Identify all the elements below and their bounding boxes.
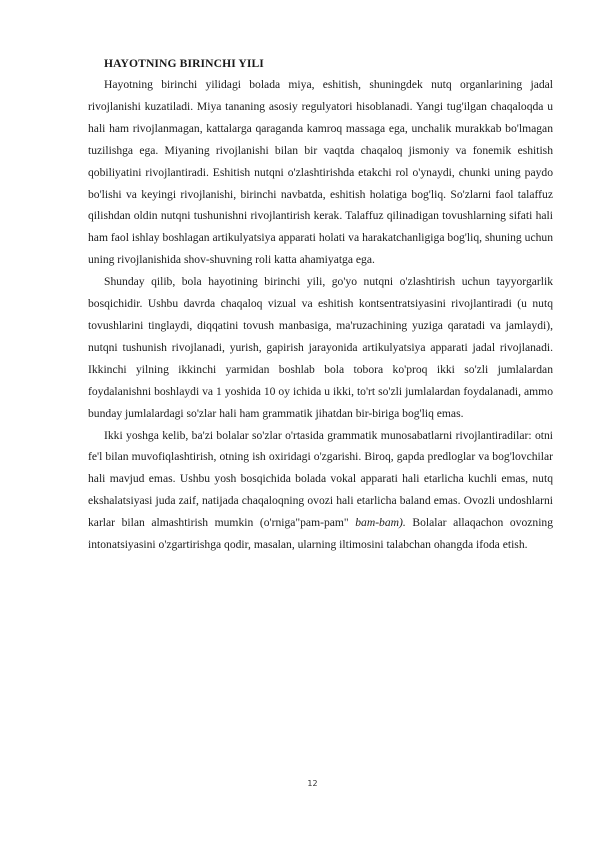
paragraph-3-italic: bam-bam). bbox=[355, 516, 406, 530]
paragraph-3 bbox=[88, 425, 553, 556]
section-heading: HAYOTNING BIRINCHI YILI bbox=[104, 57, 264, 70]
page-number: 12 bbox=[307, 779, 318, 788]
paragraph-2: Shunday qilib, bola hayotining birinchi yili, go'yo nutqni o'zlashtirish uchun tayyorgarlik bosqichidir. Ushbu davrda chaqaloq vizual va eshitish kontsentratsiyasini rivojlantiradi (u nutq tovushlarini tinglaydi, diqqatini tovush manbasiga, ma'ruzachining yuziga qaratadi va jamlaydi), nutqni tushunish rivojlanadi, yurish, gapirish jarayonida artikulyatsiya apparati jadal rivojlanadi. Ikkinchi yilning ikkinchi yarmidan boshlab bola tobora ko'proq ikki so'zli jumlalardan foydalanishni boshlaydi va 1 yoshida 10 oy ichida u ikki, to'rt so'zli jumlalardan foydalanadi, ammo bunday jumlalardagi so'zlar hali ham grammatik jihatdan bir-biriga bog'liq emas. bbox=[88, 275, 553, 420]
paragraph-3-text-b: Bolalar allaqachon ovozning intonatsiyasini o'zgartirishga qodir, masalan, ularning iltimosini talabchan ohangda ifoda etish. bbox=[88, 516, 554, 552]
paragraph-1: Hayotning birinchi yilidagi bolada miya, eshitish, shuningdek nutq organlarining jadal rivojlanishi kuzatiladi. Miya tananing asosiy regulyatori hisoblanadi. Yangi tug'ilgan chaqaloqda u hali ham rivojlanmagan, kattalarga qaraganda kamroq massaga ega, unchalik murakkab bo'lmagan tuzilishga ega. Miyaning rivojlanishi bilan bir vaqtda chaqaloq jismoniy va fonemik eshitish qobiliyatini rivojlantiradi. Eshitish nutqni o'zlashtirishda etakchi rol o'ynaydi, chunki uning paydo bo'lishi va keyingi rivojlanishi, birinchi navbatda, eshitish holatiga bog'liq. So'zlarni faol talaffuz qilishdan oldin nutqni tushunishni rivojlantirish kerak. Talaffuz qilinadigan tovushlarning sifati hali ham faol ishlay boshlagan artikulyatsiya apparati holati va harakatchanligiga bog'liq, shuning uchun uning rivojlanishida shov-shuvning roli katta ahamiyatga ega. bbox=[88, 78, 553, 267]
paragraph-3-text-a: Ikki yoshga kelib, ba'zi bolalar so'zlar o'rtasida grammatik munosabatlarni rivojlantiradilar: otni fe'l bilan muvofiqlashtirish, otning ish oxiridagi o'zgarishi. Biroq, gapda predloglar va bog'lovchilar hali mavjud emas. Ushbu yosh bosqichida bolada vokal apparati hali etarlicha kuchli emas, nutq ekshalatsiyasi juda zaif, natijada chaqaloqning ovozi hali etarlicha baland emas. Ovozli undoshlarni karlar bilan almashtirish mumkin (o'rniga"pam-pam" bbox=[88, 428, 553, 530]
page-content bbox=[88, 55, 553, 556]
